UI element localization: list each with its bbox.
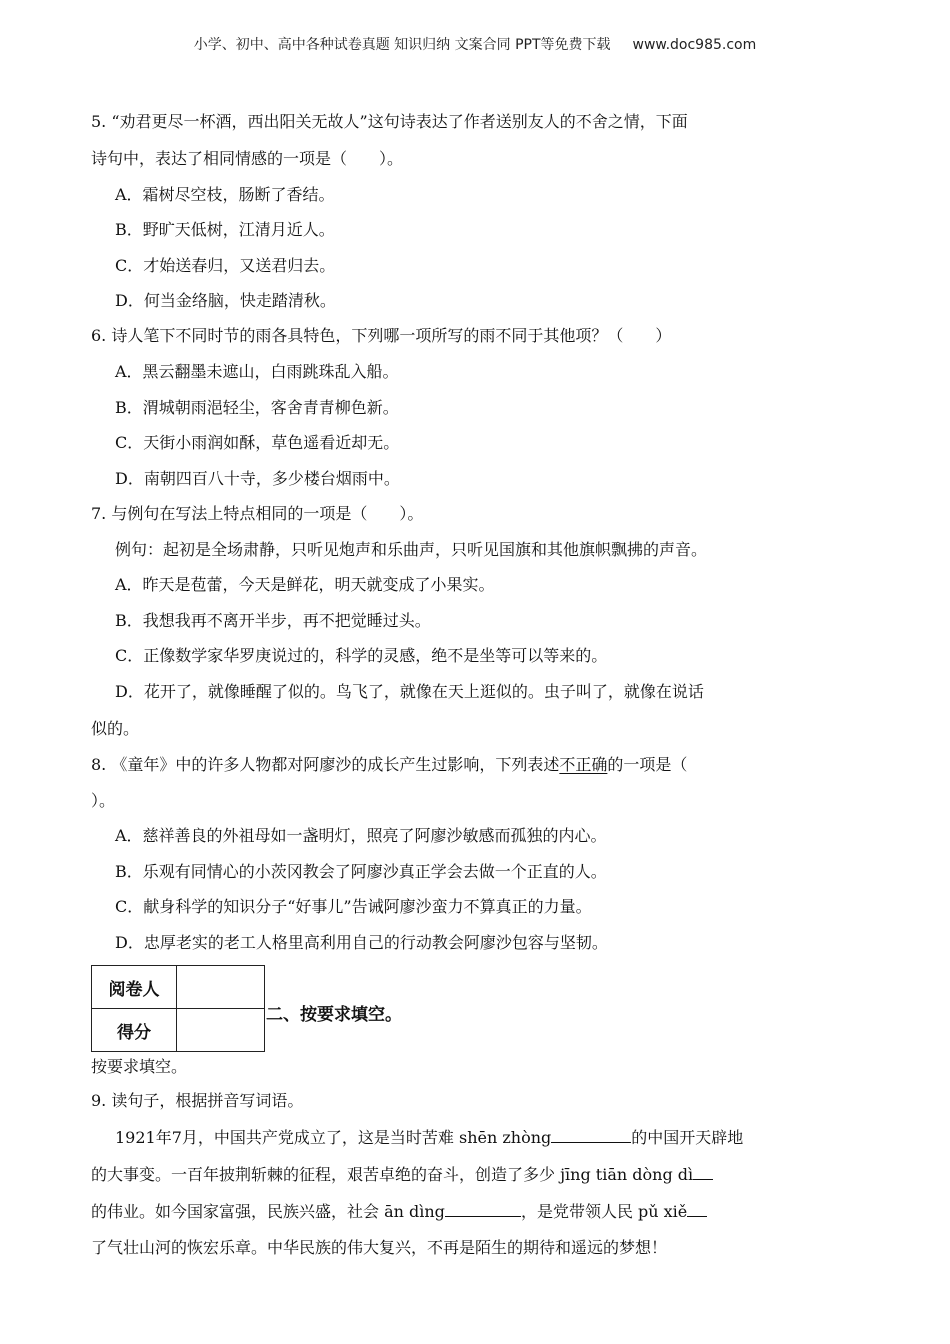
q9-paragraph-line1 [115,1126,743,1149]
q8-option-d: D．忠厚老实的老工人格里高利用自己的行动教会阿廖沙包容与坚韧。 [115,933,608,952]
q6-stem: 6. 诗人笔下不同时节的雨各具特色，下列哪一项所写的雨不同于其他项？（ ） [91,326,672,345]
header-text: 小学、初中、高中各种试卷真题 知识归纳 文案合同 PPT等免费下载 [193,37,611,53]
q8-stem-line1 [91,754,687,776]
q9-p3-mid: ，是党带领人民 pǔ xiě [520,1202,688,1221]
q5-option-a: A．霜树尽空枝，肠断了香结。 [115,185,335,204]
q8-stem-post: 的一项是（ [607,755,688,774]
blank-pu-xie[interactable] [687,1200,707,1217]
q9-p1-post: 的中国开天辟地 [631,1128,744,1147]
q9-paragraph-line3 [91,1200,707,1223]
grader-table [91,965,265,1052]
q5-option-b: B．野旷天低树，江清月近人。 [115,220,335,239]
q8-option-c: C．献身科学的知识分子“好事儿”告诫阿廖沙蛮力不算真正的力量。 [115,897,592,916]
q8-stem-pre: 8. 《童年》中的许多人物都对阿廖沙的成长产生过影响，下列表述 [91,755,560,774]
q6-option-a: A．黑云翻墨未遮山，白雨跳珠乱入船。 [115,362,399,381]
q9-paragraph-line2 [91,1163,713,1186]
grader-row-score [92,1009,265,1052]
blank-shen-zhong[interactable] [551,1126,631,1143]
q7-option-c: C．正像数学家华罗庚说过的，科学的灵感，绝不是坐等可以等来的。 [115,646,608,665]
q6-option-d: D．南朝四百八十寺，多少楼台烟雨中。 [115,469,400,488]
q8-stem-emphasis: 不正确 [559,755,608,774]
q8-option-a: A．慈祥善良的外祖母如一盏明灯，照亮了阿廖沙敏感而孤独的内心。 [115,826,607,845]
q8-option-b: B．乐观有同情心的小茨冈教会了阿廖沙真正学会去做一个正直的人。 [115,862,607,881]
q9-stem: 9. 读句子，根据拼音写词语。 [91,1091,304,1110]
header-url[interactable]: www.doc985.com [632,37,757,53]
blank-an-ding[interactable] [445,1200,521,1217]
q7-option-d-line2: 似的。 [91,719,140,738]
page-header [0,34,950,54]
q7-stem: 7. 与例句在写法上特点相同的一项是（ ）。 [91,504,424,523]
grader-row-reviewer [92,966,265,1009]
q5-option-c: C．才始送春归，又送君归去。 [115,256,336,275]
q5-option-d: D．何当金络脑，快走踏清秋。 [115,291,336,310]
reviewer-label: 阅卷人 [92,966,177,1009]
reviewer-cell[interactable] [177,966,265,1009]
q7-option-d-line1: D．花开了，就像睡醒了似的。鸟飞了，就像在天上逛似的。虫子叫了，就像在说话 [115,682,704,701]
q9-p2-pre: 的大事变。一百年披荆斩棘的征程，艰苦卓绝的奋斗，创造了多少 jīng tiān dòng dì [91,1165,694,1184]
q7-option-a: A．昨天是苞蕾，今天是鲜花，明天就变成了小果实。 [115,575,495,594]
q5-stem-line1: 5. “劝君更尽一杯酒，西出阳关无故人”这句诗表达了作者送别友人的不舍之情，下面 [91,112,688,131]
q6-option-c: C．天街小雨润如酥，草色遥看近却无。 [115,433,400,452]
score-cell[interactable] [177,1009,265,1052]
q7-option-b: B．我想我再不离开半步，再不把觉睡过头。 [115,611,431,630]
q7-example: 例句：起初是全场肃静，只听见炮声和乐曲声，只听见国旗和其他旗帜飘拂的声音。 [115,540,708,559]
score-label: 得分 [92,1009,177,1052]
q9-p3-pre: 的伟业。如今国家富强，民族兴盛，社会 ān dìng [91,1202,445,1221]
q9-paragraph-line4: 了气壮山河的恢宏乐章。中华民族的伟大复兴，不再是陌生的期待和遥远的梦想！ [91,1238,668,1257]
blank-jing-tian-dong-di[interactable] [693,1163,713,1180]
section-instruction: 按要求填空。 [91,1057,188,1076]
q6-option-b: B．渭城朝雨浥轻尘，客舍青青柳色新。 [115,398,399,417]
q5-stem-line2: 诗句中，表达了相同情感的一项是（ ）。 [91,149,404,168]
q8-stem-line2: ）。 [91,791,116,810]
section-title: 二、按要求填空。 [266,1005,402,1025]
q9-p1-pre: 1921年7月，中国共产党成立了，这是当时苦难 shēn zhòng [115,1128,552,1147]
